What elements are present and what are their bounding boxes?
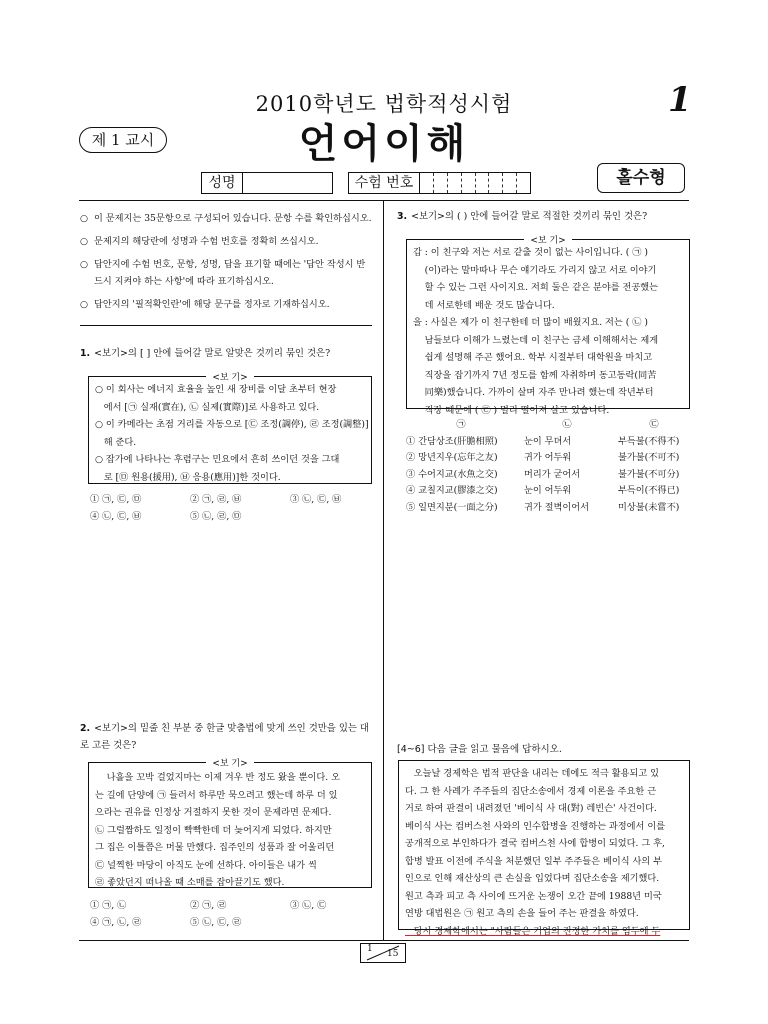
id-digit-cell[interactable] xyxy=(476,173,490,193)
table-row[interactable] xyxy=(402,465,694,482)
answer-option[interactable]: ④ ㉠, ㉡, ㉣ xyxy=(90,917,142,928)
example-line: 쉽게 설명해 주곤 했어요. 학부 시절부터 대학원을 마치고 xyxy=(413,352,653,363)
session-label: 제 1 교시 xyxy=(79,127,167,153)
example-line: 同樂)했습니다. 가까이 살며 자주 만나려 했는데 작년부터 xyxy=(413,387,654,398)
id-digit-cell[interactable] xyxy=(503,173,517,193)
page-indicator xyxy=(360,943,406,963)
table-cell: ① 간담상조(肝膽相照) xyxy=(406,435,498,447)
id-digit-cell[interactable] xyxy=(448,173,462,193)
total-pages: 15 xyxy=(387,949,399,959)
table-header: ㉢ xyxy=(649,419,659,431)
example-line: 남들보다 이해가 느렸는데 이 친구는 금세 이해해서는 제게 xyxy=(413,334,659,346)
passage-line: 거로 하여 판결이 내려졌던 '베이식 사 대(對) 레빈슨' 사건이다. xyxy=(405,803,657,814)
example-line: 직장을 잡기까지 7년 정도를 함께 자취하며 동고동락(同苦 xyxy=(413,369,657,381)
table-cell: 귀가 어두워 xyxy=(524,452,572,464)
table-row[interactable] xyxy=(402,448,694,465)
table-cell: 머리가 굳어서 xyxy=(524,468,581,480)
question-2 xyxy=(80,720,375,754)
table-cell: ③ 수어지교(水魚之交) xyxy=(406,468,498,480)
example-line: ○ 이 회사는 에너지 효율을 높인 새 장비를 이달 초부터 현장 xyxy=(95,384,337,395)
table-cell: ② 망년지우(忘年之友) xyxy=(406,452,498,464)
question-stem: <보기>의 ( ) 안에 들어갈 말로 적절한 것끼리 묶인 것은? xyxy=(411,211,648,222)
header-divider xyxy=(79,200,689,201)
example-line: 갑 : 이 친구와 저는 서로 같출 것이 없는 사이입니다. ( ㉠ ) xyxy=(413,247,648,258)
example-line: ㉣ 좋았던지 떠나올 때 소매를 잡아끌기도 했다. xyxy=(95,877,285,888)
example-line: 데 서로한테 배운 것도 많습니다. xyxy=(413,299,555,311)
question-3 xyxy=(397,208,689,225)
passage-box xyxy=(398,760,690,937)
question-number: 1. xyxy=(80,348,91,359)
example-box-title: <보 기> xyxy=(524,236,571,246)
subject-title: 언어이해 xyxy=(298,121,470,167)
example-line: 해 준다. xyxy=(95,436,137,448)
table-row[interactable] xyxy=(402,498,694,515)
passage-line: 공개적으로 부인하다가 결국 컴버스천 사에 합병이 되었다. 그 후, xyxy=(405,838,665,849)
answer-table xyxy=(402,415,694,514)
page-number: 1 xyxy=(668,80,692,120)
example-line: 는 길에 단양에 ㉠ 들러서 하루만 묵으려고 했는데 하루 더 있 xyxy=(95,789,338,801)
example-box-title: <보 기> xyxy=(206,373,253,383)
answer-option[interactable]: ① ㉠, ㉢, ㉤ xyxy=(90,494,142,505)
example-line: 나흘을 꼬박 걸었지마는 이제 겨우 반 정도 왔을 뿐이다. 오 xyxy=(95,772,341,783)
table-cell: 불가불(不可分) xyxy=(618,468,680,480)
example-line: 할 수 있는 그런 사이지요. 저희 둘은 같은 분야를 전공했는 xyxy=(413,282,659,293)
answer-option[interactable]: ③ ㉡, ㉢ xyxy=(290,900,327,911)
example-box xyxy=(88,759,372,888)
example-line: ○ 이 카메라는 초점 거리를 자동으로 [㉢ 조정(調停), ㉣ 조정(調整)] xyxy=(95,419,369,430)
table-header: ㉠ xyxy=(456,419,466,431)
name-label: 성명 xyxy=(202,173,243,193)
exam-type-badge: 홀수형 xyxy=(597,163,685,193)
question-number: 2. xyxy=(80,723,91,734)
table-cell: 눈이 어두워 xyxy=(524,485,572,497)
id-digit-cell[interactable] xyxy=(462,173,476,193)
passage-title: [4~6] 다음 글을 읽고 물음에 답하시오. xyxy=(397,744,562,755)
column-divider xyxy=(383,200,384,940)
example-line: 에서 [㉠ 실재(實在), ㉡ 실제(實際)]로 사용하고 있다. xyxy=(95,401,320,413)
passage-line: 원고 측과 피고 측 사이에 뜨거운 논쟁이 오간 끝에 1988년 미국 xyxy=(405,890,662,902)
notice-list xyxy=(80,210,372,319)
example-line: 로 [㉤ 원용(援用), ㉥ 응용(應用)]한 것이다. xyxy=(95,471,281,483)
answer-option[interactable]: ⑤ ㉡, ㉢, ㉣ xyxy=(190,917,242,928)
id-digit-cell[interactable] xyxy=(489,173,503,193)
example-line: 을 : 사실은 제가 이 친구한테 더 많이 배웠지요. 저는 ( ㉡ ) xyxy=(413,317,648,328)
passage-line: 당시 경제학에서는 "사람들은 기업의 진정한 가치를 염두에 두 xyxy=(405,925,661,937)
answer-option[interactable]: ③ ㉡, ㉢, ㉥ xyxy=(290,494,342,505)
table-header: ㉡ xyxy=(562,419,572,431)
answer-option[interactable]: ④ ㉡, ㉢, ㉥ xyxy=(90,511,142,522)
table-cell: ⑤ 일면지분(一面之分) xyxy=(406,501,498,513)
example-line: (이)라는 말마따나 무슨 얘기라도 가리지 않고 서로 이야기 xyxy=(413,264,657,276)
table-row[interactable] xyxy=(402,481,694,498)
notice-divider xyxy=(80,325,372,326)
notice-item: ○ 문제지의 해당란에 성명과 수험 번호를 정확히 쓰십시오. xyxy=(80,236,319,247)
table-cell: 미상불(未嘗不) xyxy=(618,501,680,513)
table-header-row xyxy=(402,415,694,432)
example-line: 직장 때문에 ( ㉢ ) 멀리 떨어져 살고 있습니다. xyxy=(413,404,610,416)
example-line: 그 집은 이틀쯤은 머물 만했다. 집주인의 성품과 잘 어울리던 xyxy=(95,842,335,853)
question-stem: <보기>의 [ ] 안에 들어갈 말로 알맞은 것끼리 묶인 것은? xyxy=(94,348,331,359)
example-box-title: <보 기> xyxy=(206,759,253,769)
table-cell: 불가불(不可不) xyxy=(618,452,680,464)
current-page: 1 xyxy=(367,944,373,954)
example-line: 으라는 권유를 인정상 거절하지 못한 것이 문제라면 문제다. xyxy=(95,807,332,818)
example-box xyxy=(406,236,690,416)
table-cell: 눈이 무뎌서 xyxy=(524,435,572,447)
exam-id-field[interactable] xyxy=(348,172,531,194)
question-1 xyxy=(80,345,375,362)
passage-line: 인으로 인해 재산상의 큰 손실을 입었다며 집단소송을 제기했다. xyxy=(405,873,660,884)
id-digit-cell[interactable] xyxy=(434,173,448,193)
exam-title: 2010학년도 법학적성시험 xyxy=(255,92,513,116)
answer-options xyxy=(90,491,390,525)
id-digit-cell[interactable] xyxy=(517,173,530,193)
passage-line: 베이식 사는 컴버스천 사와의 인수합병을 진행하는 과정에서 이를 xyxy=(405,820,666,832)
exam-id-label: 수험 번호 xyxy=(349,173,420,193)
example-line: ㉢ 널찍한 마당이 아직도 눈에 선하다. 아이들은 내가 씩 xyxy=(95,859,317,871)
passage-line: 연방 대법원은 ㉠ 원고 측의 손을 들어 주는 판결을 하였다. xyxy=(405,908,639,919)
id-digit-cell[interactable] xyxy=(420,173,434,193)
passage-line: 오늘날 경제학은 법적 판단을 내리는 데에도 적극 활용되고 있 xyxy=(405,768,660,779)
answer-option[interactable]: ⑤ ㉡, ㉣, ㉤ xyxy=(190,511,242,522)
answer-options xyxy=(90,897,390,931)
question-stem: <보기>의 밑줄 친 부분 중 한글 맞춤법에 맞게 쓰인 것만을 있는 대로 고른 것은? xyxy=(80,723,369,751)
table-row[interactable] xyxy=(402,432,694,449)
table-cell: 부득불(不得不) xyxy=(618,435,680,447)
notice-item: ○ 이 문제지는 35문항으로 구성되어 있습니다. 문항 수를 확인하십시오. xyxy=(80,213,372,224)
notice-item: ○ 답안지의 '필적확인란'에 해당 문구를 정자로 기재하십시오. xyxy=(80,299,330,310)
example-line: ○ 잡가에 나타나는 후렴구는 민요에서 흔히 쓰이던 것을 그대 xyxy=(95,454,340,465)
answer-option[interactable]: ① ㉠, ㉡ xyxy=(90,900,127,911)
example-line: ㉡ 그럴짬하도 일정이 빡빡한데 더 늦어지게 되었다. 하지만 xyxy=(95,824,332,836)
table-cell: 부득이(不得已) xyxy=(618,485,680,497)
answer-option[interactable]: ② ㉠, ㉣, ㉥ xyxy=(190,494,242,505)
table-cell: ④ 교칠지교(膠漆之交) xyxy=(406,485,498,497)
name-input-area[interactable] xyxy=(243,173,332,193)
example-box xyxy=(88,373,372,484)
passage-line: 다. 그 한 사례가 주주들의 집단소송에서 경제 이론을 주요한 근 xyxy=(405,785,657,797)
passage-line: 합병 발표 이전에 주식을 처분했던 일부 주주들은 베이식 사의 부 xyxy=(405,855,663,867)
question-number: 3. xyxy=(397,211,408,222)
name-field[interactable] xyxy=(201,172,333,194)
footer-divider xyxy=(79,940,689,941)
table-cell: 귀가 절벽이어서 xyxy=(524,501,590,513)
answer-option[interactable]: ② ㉠, ㉣ xyxy=(190,900,227,911)
notice-item: ○ 답안지에 수험 번호, 문항, 성명, 답을 표기할 때에는 '답안 작성시 반드시 지켜야 하는 사항'에 따라 표기하십시오. xyxy=(80,259,366,287)
